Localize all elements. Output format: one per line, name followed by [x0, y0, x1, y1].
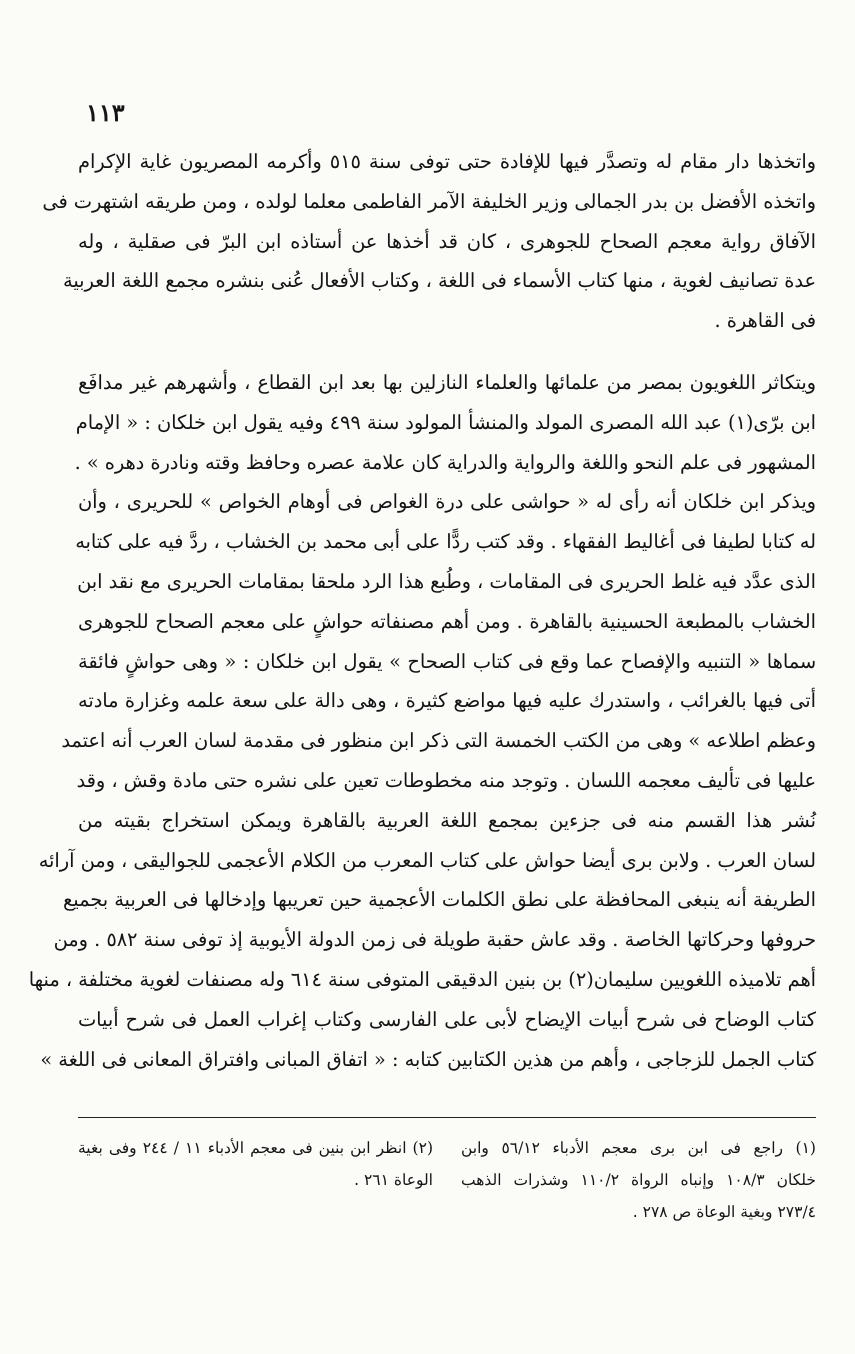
text-line: أهم تلاميذه اللغويين سليمان(٢) بن بنين الدقيقى المتوفى سنة ٦١٤ وله مصنفات لغوية مختلفة ، منها	[28, 967, 816, 991]
text-line: الآفاق رواية معجم الصحاح للجوهرى ، كان قد أخذها عن أستاذه ابن البرّ فى صقلية ، وله	[78, 229, 816, 253]
body-text	[28, 142, 816, 1079]
footnotes	[78, 1132, 816, 1242]
text-line: ويذكر ابن خلكان أنه رأى له « حواشى على درة الغواص فى أوهام الخواص » للحريرى ، وأن	[78, 490, 816, 514]
text-line: عليها فى تأليف معجمه اللسان . وتوجد منه مخطوطات تعين على نشره حتى مادة وقش ، وقد	[76, 768, 816, 792]
text-line: الطريفة أنه ينبغى المحافظة على نطق الكلمات الأعجمية حين تعريبها وإدخالها فى العربية بجميع	[63, 888, 816, 912]
text-line: حروفها وحركاتها الخاصة . وقد عاش حقبة طويلة فى زمن الدولة الأيوبية إذ توفى سنة ٥٨٢ . ومن	[53, 928, 816, 952]
text-line: وعظم اطلاعه » وهى من الكتب الخمسة التى ذكر ابن منظور فى مقدمة لسان العرب أنه اعتمد	[61, 729, 816, 753]
text-line: لسان العرب . ولابن برى أيضا حواش على كتاب المعرب من الكلام الأعجمى للجواليقى ، ومن آرائه	[38, 848, 816, 872]
text-line: عدة تصانيف لغوية ، منها كتاب الأسماء فى اللغة ، وكتاب الأفعال عُنى بنشره مجمع اللغة العربية	[63, 269, 816, 293]
text-line: ابن برّى(١) عبد الله المصرى المولد والمنشأ المولود سنة ٤٩٩ وفيه يقول ابن خلكان : « الإمام	[75, 410, 816, 434]
footnote-line: الوعاة ٢٦١ .	[354, 1171, 433, 1189]
footnote-line: خلكان ١٠٨/٣ وإنباه الرواة ١١٠/٢ وشذرات الذهب	[461, 1171, 816, 1189]
page-number: ١١٣	[86, 98, 125, 127]
footnote-line: ٢٧٣/٤ وبغية الوعاة ص ٢٧٨ .	[632, 1203, 816, 1221]
footnote-2	[78, 1132, 433, 1196]
text-line: نُشر هذا القسم منه فى جزءين بمجمع اللغة العربية بالقاهرة ويمكن استخراج بقيته من	[78, 808, 816, 832]
text-line: الذى عدَّد فيه غلط الحريرى فى المقامات ، وطُبع هذا الرد ملحقا بمقامات الحريرى مع نقد ابن	[77, 569, 816, 593]
text-line: الخشاب بالمطبعة الحسينية بالقاهرة . ومن أهم مصنفاته حواشٍ على معجم الصحاح للجوهرى	[78, 609, 816, 633]
text-line: واتخذها دار مقام له وتصدَّر فيها للإفادة حتى توفى سنة ٥١٥ وأكرمه المصريون غاية الإكرام	[78, 150, 816, 173]
footnote-1	[461, 1132, 816, 1228]
text-line: ويتكاثر اللغويون بمصر من علمائها والعلماء النازلين بها بعد ابن القطاع ، وأشهرهم غير مدافَع	[78, 370, 816, 394]
footnote-line: (٢) انظر ابن بنين فى معجم الأدباء ١١ / ٢٤٤ وفى بغية	[78, 1139, 433, 1157]
text-line: له كتابا لطيفا فى أغاليط الفقهاء . وقد كتب ردًّا على أبى محمد بن الخشاب ، ردَّ فيه على كتابه	[75, 530, 816, 554]
text-line: واتخذه الأفضل بن بدر الجمالى وزير الخليفة الآمر الفاطمى معلما لولده ، ومن طريقه اشتهرت فى	[42, 189, 816, 213]
text-line: فى القاهرة .	[714, 309, 816, 333]
text-line: سماها « التنبيه والإفصاح عما وقع فى كتاب الصحاح » يقول ابن خلكان : « وهى حواشٍ فائقة	[78, 649, 816, 673]
text-line: كتاب الجمل للزجاجى ، وأهم من هذين الكتابين كتابه : « اتفاق المبانى وافتراق المعانى فى اللغة »	[40, 1047, 816, 1071]
text-line: كتاب الوضاح فى شرح أبيات الإيضاح لأبى على الفارسى وكتاب إغراب العمل فى شرح أبيات	[78, 1007, 816, 1031]
text-line: أتى فيها بالغرائب ، واستدرك عليه فيها مواضع كثيرة ، وهى دالة على سعة علمه وغزارة مادته	[78, 689, 816, 713]
text-line: المشهور فى علم النحو واللغة والرواية والدراية كان علامة عصره وحافظ وقته ونادرة دهره » .	[74, 450, 816, 474]
footnote-divider	[78, 1117, 816, 1118]
footnote-line: (١) راجع فى ابن برى معجم الأدباء ٥٦/١٢ وابن	[461, 1139, 816, 1157]
